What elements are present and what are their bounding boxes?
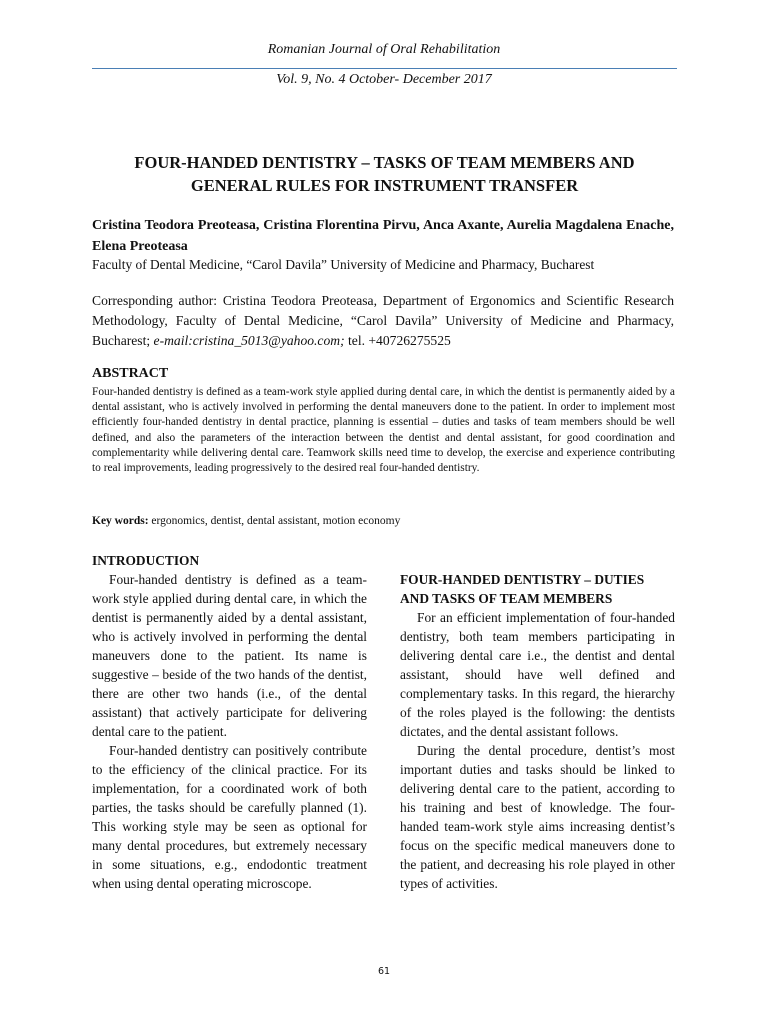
duties-paragraph: During the dental procedure, dentist’s most important duties and tasks should be linked to delivering dental care to the patient, according to his training and best of knowledge. The four-handed team-work style aims increasing dentist’s focus on the specific medical maneuvers done to the patient, and decreasing his role played in other types of activities. bbox=[400, 743, 675, 891]
keywords-label: Key words: bbox=[92, 515, 149, 527]
abstract-heading: ABSTRACT bbox=[92, 366, 169, 381]
affiliation: Faculty of Dental Medicine, “Carol Davila” University of Medicine and Pharmacy, Bucharest bbox=[92, 257, 595, 272]
introduction-paragraph: Four-handed dentistry can positively contribute to the efficiency of the clinical practice. For its implementation, for a coordinated work of both parties, the tasks should be carefully planned (1). This working style may be seen as optional for many dental procedures, but extremely necessary in some situations, e.g., endodontic treatment when using dental operating microscope. bbox=[92, 743, 367, 891]
keywords bbox=[92, 515, 675, 527]
introduction-heading: INTRODUCTION bbox=[92, 553, 200, 568]
left-column bbox=[92, 551, 367, 893]
abstract-text: Four-handed dentistry is defined as a team-work style applied during dental care, in which the dentist is permanently aided by a dental assistant, who is actively involved in performing the dental maneuvers done to the patient. In order to implement most efficiently four-handed dentistry in dental practice, planning is essential – duties and tasks of team members should be well defined, and also the parameters of the interaction between the dentist and dental assistant, for good coordination and complementarity while delivering dental care. Teamwork skills need time to develop, the exercise and experience contributing to real improvements, leading progressively to the desired real four-handed dentistry. bbox=[92, 386, 675, 475]
keywords-text: ergonomics, dentist, dental assistant, motion economy bbox=[148, 515, 401, 527]
header-rule bbox=[92, 68, 677, 69]
corresponding-text: Corresponding author: Cristina Teodora Preoteasa, Department of Ergonomics and Scientific Research Methodology, Faculty of Dental Medicine, “Carol Davila” University of Medicine and Pharmacy, Bucharest; bbox=[92, 293, 674, 348]
article-title: FOUR-HANDED DENTISTRY – TASKS OF TEAM MEMBERS AND GENERAL RULES FOR INSTRUMENT TRANSFER bbox=[134, 153, 635, 195]
author-list: Cristina Teodora Preoteasa, Cristina Florentina Pirvu, Anca Axante, Aurelia Magdalena Enache, Elena Preoteasa bbox=[92, 218, 674, 254]
right-column bbox=[400, 570, 675, 893]
corresponding-tel: tel. +40726275525 bbox=[344, 333, 451, 348]
page-number: 61 bbox=[377, 966, 391, 977]
introduction-paragraph: Four-handed dentistry is defined as a team-work style applied during dental care, in which the dentist is permanently aided by a dental assistant, who is actively involved in performing the dental maneuvers done to the patient. Its name is suggestive – beside of the two hands of the dentist, there are other two hands (i.e., of the dental assistant) that actively participate for delivering dental care to the patient. bbox=[92, 572, 367, 739]
duties-paragraph: For an efficient implementation of four-handed dentistry, both team members participating in delivering dental care i.e., the dentist and dental assistant, should have well defined and complementary tasks. In this regard, the hierarchy of the roles played is the following: the dentists dictates, and the dental assistant follows. bbox=[400, 610, 675, 739]
duties-heading: FOUR-HANDED DENTISTRY – DUTIES AND TASKS OF TEAM MEMBERS bbox=[400, 572, 645, 606]
corresponding-email: e-mail:cristina_5013@yahoo.com; bbox=[153, 333, 345, 348]
journal-name: Romanian Journal of Oral Rehabilitation bbox=[267, 42, 501, 57]
corresponding-author bbox=[92, 291, 674, 351]
journal-volume: Vol. 9, No. 4 October- December 2017 bbox=[276, 72, 492, 87]
